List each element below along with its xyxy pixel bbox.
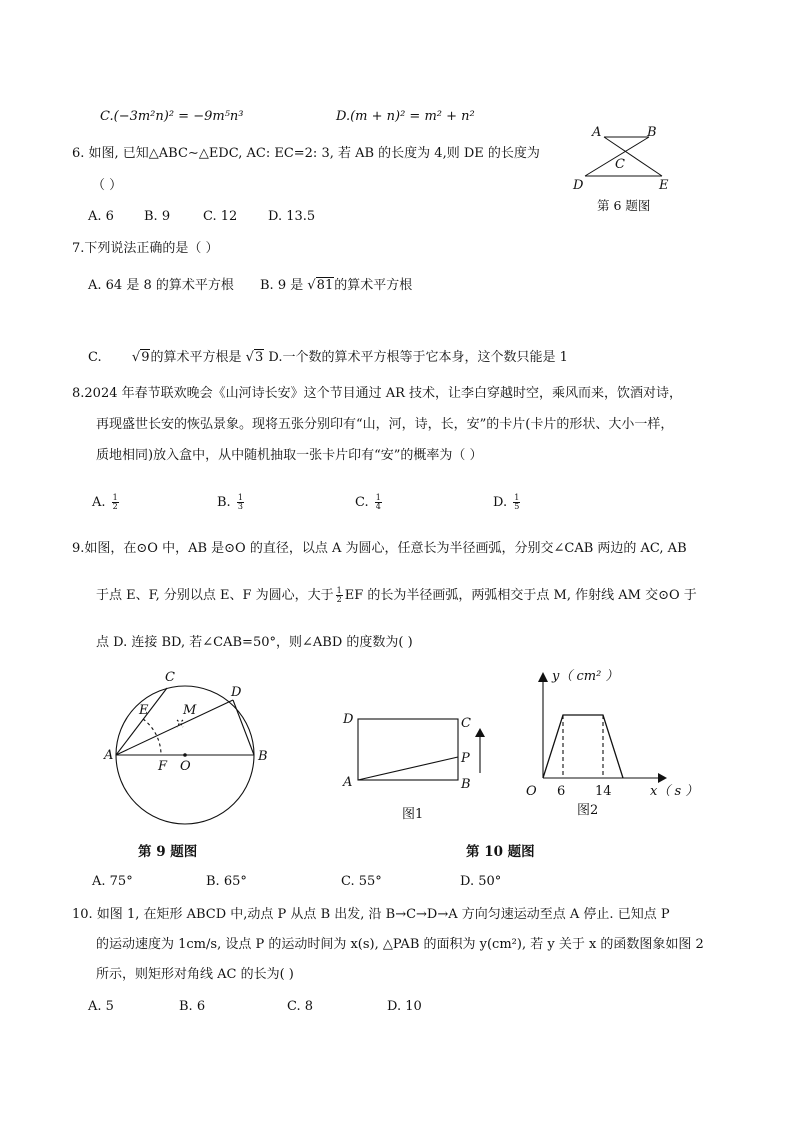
q10-figure-1-caption: 图1 [402, 807, 424, 822]
y-axis-arrow-icon [538, 672, 548, 682]
q9-label-b: B [258, 749, 268, 764]
q10-tick-14: 14 [595, 784, 612, 799]
q10-label-c: C [461, 716, 471, 731]
q6-caption: 第 6 题图 [597, 198, 651, 213]
q9-line-2-suffix: EF 的长为半径画弧，两弧相交于点 M, 作射线 AM 交⊙O 于 [344, 588, 697, 603]
q9-construction-arc [143, 719, 161, 755]
sqrt-9: √9 [131, 350, 150, 365]
q9-label-o: O [180, 759, 191, 774]
q10-figure-1 [335, 700, 500, 800]
q9-label-f: F [158, 759, 168, 774]
q6-option-d: D. 13.5 [268, 209, 316, 224]
q6-figure [565, 120, 685, 200]
q8-option-b [217, 494, 246, 512]
q7-option-c [88, 349, 568, 367]
q5-option-d: D.(m + n)² = m² + n² [336, 109, 475, 124]
q9-line-3: 点 D. 连接 BD, 若∠CAB=50°，则∠ABD 的度数为( ) [96, 635, 413, 650]
q8-line-3: 质地相同)放入盒中，从中随机抽取一张卡片印有“安”的概率为（ ） [96, 448, 483, 463]
q8-option-b-fraction [237, 494, 244, 511]
q8-option-b-label: B. [217, 495, 231, 510]
q9-option-c: C. 55° [341, 874, 382, 889]
q10-line-3: 所示，则矩形对角线 AC 的长为( ) [96, 967, 294, 982]
q6-option-b: B. 9 [144, 209, 171, 224]
sqrt-81: √81 [307, 278, 334, 293]
q10-option-c: C. 8 [287, 999, 314, 1014]
q9-segment-bd [233, 700, 254, 755]
q10-label-a: A [343, 775, 353, 790]
fraction-numerator: 1 [336, 586, 342, 595]
q10-label-p: P [461, 751, 470, 766]
q7-option-d: D.一个数的算术平方根等于它本身，这个数只能是 1 [268, 350, 568, 365]
q8-line-1: 8.2024 年春节联欢晚会《山河诗长安》这个节目通过 AR 技术，让李白穿越时空，乘风而来，饮酒对诗， [72, 386, 683, 401]
q8-option-a-fraction [112, 494, 119, 511]
q9-line-2 [96, 587, 697, 605]
radicand-81: 81 [316, 278, 334, 293]
q10-figure-2 [510, 660, 700, 810]
q10-caption: 第 10 题图 [466, 844, 535, 860]
q7-option-b-prefix: B. 9 是 [260, 278, 304, 293]
q10-function-graph [543, 715, 623, 778]
x-axis-arrow-icon [658, 773, 667, 783]
fraction-numerator: 1 [112, 493, 118, 502]
q6-label-b: B [647, 125, 657, 140]
radicand-9: 9 [141, 350, 150, 365]
fraction-numerator: 1 [237, 493, 243, 502]
arrow-up-icon [475, 728, 485, 737]
q9-center-point [183, 753, 187, 757]
q10-option-a: A. 5 [88, 999, 114, 1014]
q8-option-d-label: D. [493, 495, 508, 510]
q9-caption: 第 9 题图 [138, 844, 198, 860]
fraction-numerator: 1 [514, 493, 520, 502]
q7-option-a: A. 64 是 8 的算术平方根 [88, 278, 234, 293]
q8-option-d [493, 494, 522, 512]
q9-fraction-half [336, 587, 343, 604]
q9-option-d: D. 50° [460, 874, 502, 889]
q6-option-c: C. 12 [203, 209, 238, 224]
q8-option-c-fraction [375, 494, 382, 511]
q9-label-e: E [139, 703, 149, 718]
fraction-denominator: 3 [237, 502, 243, 511]
q10-option-b: B. 6 [179, 999, 206, 1014]
q9-label-c: C [165, 670, 175, 685]
q9-option-b: B. 65° [206, 874, 247, 889]
q10-y-label: y（ cm² ） [552, 669, 619, 684]
fraction-numerator: 1 [375, 493, 381, 502]
q9-label-a: A [104, 748, 114, 763]
q9-label-m: M [183, 703, 197, 718]
q10-tick-6: 6 [557, 784, 566, 799]
fraction-denominator: 4 [375, 502, 381, 511]
q6-label-e: E [659, 178, 669, 193]
q10-label-b: B [461, 777, 471, 792]
q9-line-2-prefix: 于点 E、F, 分别以点 E、F 为圆心，大于 [96, 588, 334, 603]
q8-option-d-fraction [513, 494, 520, 511]
q7-stem: 7.下列说法正确的是（ ） [72, 241, 219, 256]
q6-label-c: C [615, 157, 625, 172]
q9-line-1: 9.如图，在⊙O 中，AB 是⊙O 的直径，以点 A 为圆心，任意长为半径画弧，分别交∠CAB 两边的 AC, AB [72, 541, 687, 556]
q8-option-a-label: A. [92, 495, 106, 510]
q10-label-d: D [343, 712, 354, 727]
q7-option-b [260, 277, 412, 295]
q7-option-c-mid: 的算术平方根是 [150, 350, 242, 365]
q10-figure-2-caption: 图2 [577, 803, 599, 818]
q5-option-c: C.(−3m²n)² = −9m⁵n³ [100, 109, 244, 124]
q8-option-c-label: C. [355, 495, 369, 510]
q10-option-d: D. 10 [387, 999, 422, 1014]
q8-line-2: 再现盛世长安的恢弘景象。现将五张分别印有“山，河，诗，长，安”的卡片(卡片的形状、大小一样， [96, 417, 674, 432]
q10-origin-label: O [526, 784, 537, 799]
fraction-denominator: 2 [336, 595, 342, 604]
q6-segment-ae [604, 137, 662, 176]
q6-answer-blank: （ ） [92, 178, 123, 193]
q9-label-d: D [231, 685, 242, 700]
sqrt-3: √3 [245, 350, 264, 365]
q10-line-2: 的运动速度为 1cm/s, 设点 P 的运动时间为 x(s), △PAB 的面积为 y(cm²), 若 y 关于 x 的函数图象如图 2 [96, 937, 704, 952]
q8-option-a [92, 494, 121, 512]
q6-label-a: A [592, 125, 602, 140]
q7-option-b-suffix: 的算术平方根 [334, 278, 413, 293]
q10-x-label: x（ s ） [650, 784, 699, 799]
q10-rectangle-abcd [358, 719, 458, 780]
q6-label-d: D [573, 178, 584, 193]
q10-line-1: 10. 如图 1, 在矩形 ABCD 中,动点 P 从点 B 出发, 沿 B→C→D→A 方向匀速运动至点 A 停止. 已知点 P [72, 907, 670, 922]
radicand-3: 3 [254, 350, 264, 365]
q8-option-c [355, 494, 384, 512]
q9-option-a: A. 75° [92, 874, 133, 889]
q7-option-c-prefix: C. [88, 350, 102, 365]
q6-option-a: A. 6 [88, 209, 114, 224]
fraction-denominator: 2 [112, 502, 118, 511]
q6-stem: 6. 如图, 已知△ABC∼△EDC, AC: EC=2: 3, 若 AB 的长度为 4,则 DE 的长度为 [72, 146, 540, 161]
q10-segment-ap [358, 757, 458, 780]
fraction-denominator: 5 [514, 502, 520, 511]
q9-figure [95, 662, 285, 832]
